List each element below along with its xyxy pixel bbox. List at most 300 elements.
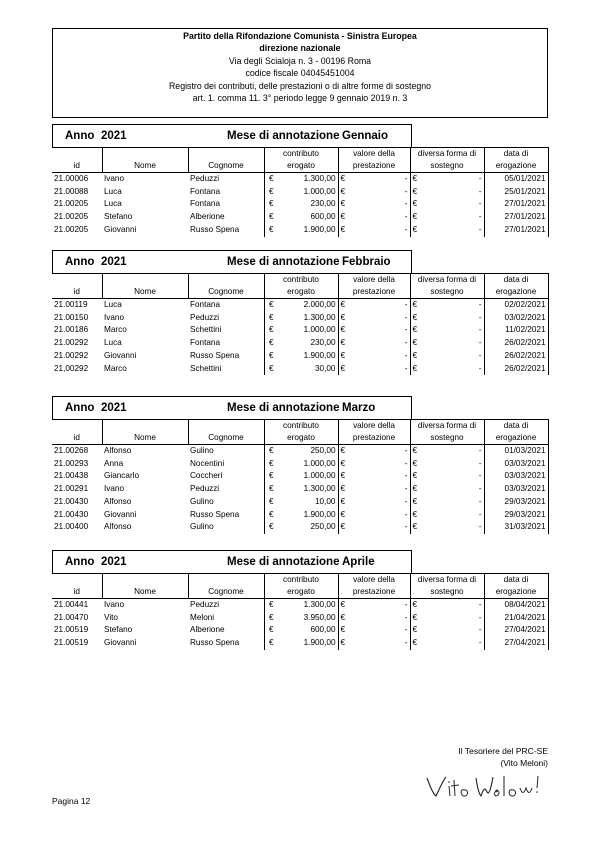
- col-cognome: Cognome: [188, 160, 264, 173]
- register-title: Registro dei contributi, delle prestazioni o di altre forme di sostegno: [168, 80, 432, 91]
- currency-symbol: €: [338, 312, 352, 325]
- row-nome: Luca: [104, 338, 122, 348]
- page-number: Pagina 12: [52, 796, 91, 806]
- row-data: 25/01/2021: [484, 186, 548, 199]
- currency-symbol: €: [264, 458, 278, 471]
- row-valore: -: [404, 300, 408, 309]
- currency-symbol: €: [338, 337, 352, 350]
- row-valore: -: [404, 600, 408, 609]
- currency-symbol: €: [264, 324, 278, 337]
- col-valore: valore della: [338, 274, 410, 287]
- row-nome: Ivano: [104, 312, 125, 322]
- table-row: [52, 211, 548, 224]
- table-row: [52, 312, 548, 325]
- row-importo: 250,00: [310, 522, 336, 532]
- row-data: 03/03/2021: [484, 470, 548, 483]
- row-valore: -: [404, 458, 408, 468]
- row-valore: -: [404, 174, 408, 183]
- table-header-row: [52, 160, 548, 173]
- law-reference: art. 1. comma 11. 3° periodo legge 9 gennaio 2019 n. 3: [192, 93, 408, 104]
- year-label: Anno: [65, 556, 95, 568]
- col-contributo: contributo: [264, 574, 338, 587]
- col-contributo-2: erogato: [264, 586, 338, 599]
- row-nome: Marco: [104, 363, 127, 373]
- row-id: 21.00292: [54, 350, 89, 360]
- col-data-2: erogazione: [484, 286, 548, 299]
- table-row: [52, 470, 548, 483]
- currency-symbol: €: [338, 363, 352, 376]
- currency-symbol: €: [410, 198, 424, 211]
- currency-symbol: €: [410, 350, 424, 363]
- row-id: 21.00119: [54, 300, 88, 309]
- col-valore-2: prestazione: [338, 286, 410, 299]
- row-valore: -: [404, 224, 408, 234]
- row-diversa: -: [478, 363, 482, 373]
- currency-symbol: €: [338, 521, 352, 534]
- row-valore: -: [404, 325, 408, 335]
- col-diversa-2: sostegno: [410, 160, 484, 173]
- row-data: 27/01/2021: [484, 211, 548, 224]
- row-data: 26/02/2021: [484, 350, 548, 363]
- currency-symbol: €: [410, 637, 424, 650]
- col-valore: valore della: [338, 574, 410, 587]
- table-header-row: [52, 586, 548, 599]
- col-valore: valore della: [338, 420, 410, 433]
- row-cognome: Russo Spena: [190, 509, 240, 519]
- row-diversa: -: [478, 509, 482, 519]
- table-row: [52, 224, 548, 237]
- contributions-table: [52, 273, 549, 375]
- col-valore-2: prestazione: [338, 432, 410, 445]
- col-diversa-2: sostegno: [410, 286, 484, 299]
- col-nome: Nome: [102, 160, 188, 173]
- month-name: Febbraio: [342, 256, 391, 268]
- row-valore: -: [404, 496, 408, 506]
- table-header-row: [52, 148, 548, 161]
- currency-symbol: €: [410, 312, 424, 325]
- currency-symbol: €: [338, 224, 352, 237]
- currency-symbol: €: [410, 470, 424, 483]
- currency-symbol: €: [338, 483, 352, 496]
- row-id: 21.00186: [54, 325, 89, 335]
- year-label: Anno: [65, 402, 95, 414]
- year-value: 2021: [101, 402, 127, 414]
- row-valore: -: [404, 522, 408, 532]
- row-nome: Luca: [104, 199, 122, 209]
- row-importo: 600,00: [310, 625, 336, 635]
- currency-symbol: €: [338, 211, 352, 224]
- col-data-2: erogazione: [484, 160, 548, 173]
- row-data: 26/02/2021: [484, 337, 548, 350]
- table-row: [52, 337, 548, 350]
- month-section: [52, 124, 548, 237]
- row-diversa: -: [478, 212, 482, 222]
- currency-symbol: €: [264, 470, 278, 483]
- col-id: id: [52, 286, 102, 299]
- currency-symbol: €: [338, 599, 352, 612]
- col-data-2: erogazione: [484, 432, 548, 445]
- row-cognome: Russo Spena: [190, 224, 240, 234]
- table-row: [52, 299, 548, 312]
- currency-symbol: €: [410, 599, 424, 612]
- currency-symbol: €: [338, 612, 352, 625]
- col-contributo: contributo: [264, 420, 338, 433]
- row-diversa: -: [478, 484, 482, 494]
- row-cognome: Alberione: [190, 212, 225, 222]
- row-nome: Luca: [104, 300, 122, 309]
- col-id: id: [52, 432, 102, 445]
- row-data: 27/01/2021: [484, 224, 548, 237]
- row-nome: Stefano: [104, 625, 133, 635]
- currency-symbol: €: [264, 612, 278, 625]
- row-nome: Giancarlo: [104, 471, 140, 481]
- row-valore: -: [404, 471, 408, 481]
- row-importo: 1.000,00: [303, 458, 336, 468]
- col-data: data di: [484, 274, 548, 287]
- row-diversa: -: [478, 522, 482, 532]
- row-cognome: Nocentini: [190, 458, 225, 468]
- currency-symbol: €: [410, 509, 424, 522]
- row-id: 21.00430: [54, 496, 89, 506]
- col-cognome: Cognome: [188, 286, 264, 299]
- row-importo: 230,00: [310, 338, 336, 348]
- col-data: data di: [484, 148, 548, 161]
- currency-symbol: €: [410, 324, 424, 337]
- row-diversa: -: [478, 325, 482, 335]
- contributions-table: [52, 147, 549, 237]
- table-header-row: [52, 420, 548, 433]
- row-nome: Marco: [104, 325, 127, 335]
- row-valore: -: [404, 484, 408, 494]
- currency-symbol: €: [410, 624, 424, 637]
- month-title-bar: [52, 550, 412, 573]
- row-data: 27/04/2021: [484, 637, 548, 650]
- row-cognome: Coccheri: [190, 471, 223, 481]
- row-data: 27/01/2021: [484, 198, 548, 211]
- currency-symbol: €: [338, 458, 352, 471]
- currency-symbol: €: [264, 211, 278, 224]
- currency-symbol: €: [338, 186, 352, 199]
- currency-symbol: €: [264, 624, 278, 637]
- currency-symbol: €: [264, 224, 278, 237]
- row-nome: Ivano: [104, 484, 125, 494]
- currency-symbol: €: [264, 198, 278, 211]
- table-row: [52, 458, 548, 471]
- currency-symbol: €: [264, 496, 278, 509]
- row-diversa: -: [478, 300, 482, 309]
- month-name: Marzo: [342, 402, 376, 414]
- row-cognome: Gulino: [190, 446, 214, 455]
- month-title-bar: [52, 396, 412, 419]
- row-id: 21.00519: [54, 638, 89, 648]
- row-diversa: -: [478, 174, 482, 183]
- handwritten-signature: [424, 772, 544, 802]
- currency-symbol: €: [338, 324, 352, 337]
- currency-symbol: €: [338, 198, 352, 211]
- table-row: [52, 509, 548, 522]
- year-value: 2021: [101, 130, 127, 142]
- row-cognome: Peduzzi: [190, 312, 220, 322]
- address: Via degli Scialoja n. 3 - 00196 Roma: [228, 55, 372, 66]
- row-diversa: -: [478, 638, 482, 648]
- table-row: [52, 483, 548, 496]
- row-cognome: Fontana: [190, 199, 221, 209]
- currency-symbol: €: [264, 599, 278, 612]
- row-id: 21.00293: [54, 458, 89, 468]
- month-name: Aprile: [342, 556, 375, 568]
- row-data: 21/04/2021: [484, 612, 548, 625]
- row-diversa: -: [478, 338, 482, 348]
- row-data: 26/02/2021: [484, 363, 548, 376]
- row-importo: 1.900,00: [303, 350, 336, 360]
- contributions-table: [52, 419, 549, 534]
- table-header-row: [52, 274, 548, 287]
- table-header-row: [52, 574, 548, 587]
- row-diversa: -: [478, 446, 482, 455]
- row-valore: -: [404, 338, 408, 348]
- col-valore: valore della: [338, 148, 410, 161]
- row-data: 08/04/2021: [484, 599, 548, 612]
- currency-symbol: €: [338, 624, 352, 637]
- table-row: [52, 624, 548, 637]
- row-cognome: Fontana: [190, 338, 221, 348]
- month-section: [52, 250, 548, 375]
- month-name: Gennaio: [342, 130, 389, 142]
- table-row: [52, 521, 548, 534]
- row-valore: -: [404, 612, 408, 622]
- row-data: 31/03/2021: [484, 521, 548, 534]
- row-importo: 1.900,00: [303, 509, 336, 519]
- row-importo: 2.000,00: [303, 300, 336, 309]
- row-diversa: -: [478, 625, 482, 635]
- row-cognome: Peduzzi: [190, 600, 220, 609]
- row-valore: -: [404, 625, 408, 635]
- col-contributo-2: erogato: [264, 286, 338, 299]
- month-label: Mese di annotazione: [227, 556, 340, 568]
- currency-symbol: €: [264, 173, 278, 186]
- row-id: 21.00519: [54, 625, 89, 635]
- treasurer-role: Il Tesoriere del PRC-SE: [458, 746, 548, 756]
- row-importo: 3.950,00: [303, 612, 336, 622]
- row-id: 21.00430: [54, 509, 89, 519]
- table-row: [52, 599, 548, 612]
- currency-symbol: €: [410, 363, 424, 376]
- currency-symbol: €: [338, 637, 352, 650]
- row-cognome: Peduzzi: [190, 484, 220, 494]
- currency-symbol: €: [410, 612, 424, 625]
- row-valore: -: [404, 199, 408, 209]
- row-diversa: -: [478, 600, 482, 609]
- row-nome: Giovanni: [104, 350, 137, 360]
- row-valore: -: [404, 509, 408, 519]
- currency-symbol: €: [410, 299, 424, 312]
- row-cognome: Gulino: [190, 522, 214, 532]
- currency-symbol: €: [410, 445, 424, 458]
- row-data: 03/03/2021: [484, 458, 548, 471]
- row-importo: 1.000,00: [303, 186, 336, 196]
- currency-symbol: €: [410, 186, 424, 199]
- month-section: [52, 550, 548, 650]
- currency-symbol: €: [410, 496, 424, 509]
- row-diversa: -: [478, 496, 482, 506]
- row-diversa: -: [478, 458, 482, 468]
- table-row: [52, 173, 548, 186]
- row-id: 21.00268: [54, 446, 89, 455]
- currency-symbol: €: [338, 496, 352, 509]
- row-id: 21.00205: [54, 199, 89, 209]
- currency-symbol: €: [410, 224, 424, 237]
- row-cognome: Schettini: [190, 363, 222, 373]
- row-valore: -: [404, 312, 408, 322]
- col-data: data di: [484, 420, 548, 433]
- row-importo: 10,00: [315, 496, 336, 506]
- table-header-row: [52, 286, 548, 299]
- row-valore: -: [404, 638, 408, 648]
- row-importo: 1.000,00: [303, 325, 336, 335]
- col-nome: Nome: [102, 286, 188, 299]
- currency-symbol: €: [338, 173, 352, 186]
- table-row: [52, 324, 548, 337]
- row-id: 21.00292: [54, 338, 89, 348]
- currency-symbol: €: [264, 186, 278, 199]
- month-title-bar: [52, 250, 412, 273]
- row-id: 21.00441: [54, 600, 89, 609]
- table-row: [52, 350, 548, 363]
- row-nome: Giovanni: [104, 224, 137, 234]
- row-cognome: Russo Spena: [190, 638, 240, 648]
- row-data: 27/04/2021: [484, 624, 548, 637]
- currency-symbol: €: [410, 483, 424, 496]
- year-label: Anno: [65, 130, 95, 142]
- row-cognome: Russo Spena: [190, 350, 240, 360]
- document-header: [52, 28, 548, 118]
- row-id: 21.00400: [54, 522, 89, 532]
- month-title-bar: [52, 124, 412, 147]
- col-diversa: diversa forma di: [410, 274, 484, 287]
- row-importo: 230,00: [310, 199, 336, 209]
- row-importo: 600,00: [310, 212, 336, 222]
- row-importo: 1.300,00: [303, 174, 336, 183]
- col-valore-2: prestazione: [338, 586, 410, 599]
- row-nome: Giovanni: [104, 638, 137, 648]
- col-contributo-2: erogato: [264, 160, 338, 173]
- currency-symbol: €: [264, 483, 278, 496]
- row-diversa: -: [478, 199, 482, 209]
- col-diversa: diversa forma di: [410, 148, 484, 161]
- currency-symbol: €: [264, 299, 278, 312]
- row-diversa: -: [478, 471, 482, 481]
- row-cognome: Alberione: [190, 625, 225, 635]
- tax-code: codice fiscale 04045451004: [245, 68, 355, 79]
- table-row: [52, 198, 548, 211]
- row-cognome: Fontana: [190, 186, 221, 196]
- col-contributo: contributo: [264, 148, 338, 161]
- row-diversa: -: [478, 224, 482, 234]
- row-data: 02/02/2021: [484, 299, 548, 312]
- row-nome: Alfonso: [104, 496, 132, 506]
- row-nome: Stefano: [104, 212, 133, 222]
- year-label: Anno: [65, 256, 95, 268]
- row-importo: 1.900,00: [303, 224, 336, 234]
- row-id: 21.00150: [54, 312, 89, 322]
- row-id: 21.00205: [54, 212, 89, 222]
- month-section: [52, 396, 548, 534]
- row-importo: 250,00: [310, 446, 336, 455]
- treasurer-name: (Vito Meloni): [500, 758, 548, 768]
- row-id: 21.00470: [54, 612, 89, 622]
- currency-symbol: €: [338, 509, 352, 522]
- currency-symbol: €: [410, 211, 424, 224]
- row-diversa: -: [478, 612, 482, 622]
- row-cognome: Schettini: [190, 325, 222, 335]
- col-valore-2: prestazione: [338, 160, 410, 173]
- row-importo: 30,00: [315, 363, 336, 373]
- month-label: Mese di annotazione: [227, 130, 340, 142]
- col-diversa-2: sostegno: [410, 586, 484, 599]
- col-data: data di: [484, 574, 548, 587]
- row-valore: -: [404, 446, 408, 455]
- table-row: [52, 612, 548, 625]
- row-id: 21.00006: [54, 174, 89, 183]
- currency-symbol: €: [264, 521, 278, 534]
- row-data: 01/03/2021: [484, 445, 548, 458]
- row-data: 03/02/2021: [484, 312, 548, 325]
- currency-symbol: €: [338, 350, 352, 363]
- year-value: 2021: [101, 256, 127, 268]
- row-importo: 1.000,00: [303, 471, 336, 481]
- row-cognome: Gulino: [190, 496, 214, 506]
- table-row: [52, 186, 548, 199]
- row-id: 21.00088: [54, 186, 89, 196]
- currency-symbol: €: [338, 470, 352, 483]
- signature-block: [458, 745, 548, 769]
- table-row: [52, 363, 548, 376]
- currency-symbol: €: [410, 173, 424, 186]
- col-nome: Nome: [102, 432, 188, 445]
- row-nome: Giovanni: [104, 509, 137, 519]
- currency-symbol: €: [264, 337, 278, 350]
- currency-symbol: €: [264, 350, 278, 363]
- row-id: 21.00438: [54, 471, 89, 481]
- row-valore: -: [404, 186, 408, 196]
- row-importo: 1.900,00: [303, 638, 336, 648]
- row-valore: -: [404, 350, 408, 360]
- row-cognome: Meloni: [190, 612, 215, 622]
- row-nome: Alfonso: [104, 522, 132, 532]
- row-diversa: -: [478, 312, 482, 322]
- currency-symbol: €: [264, 509, 278, 522]
- row-cognome: Fontana: [190, 300, 221, 309]
- row-importo: 1.300,00: [303, 312, 336, 322]
- col-cognome: Cognome: [188, 432, 264, 445]
- col-nome: Nome: [102, 586, 188, 599]
- row-data: 05/01/2021: [484, 173, 548, 186]
- currency-symbol: €: [410, 337, 424, 350]
- direction-name: direzione nazionale: [259, 43, 341, 54]
- row-valore: -: [404, 363, 408, 373]
- row-data: 03/03/2021: [484, 483, 548, 496]
- year-value: 2021: [101, 556, 127, 568]
- col-id: id: [52, 160, 102, 173]
- row-diversa: -: [478, 350, 482, 360]
- col-id: id: [52, 586, 102, 599]
- row-importo: 1.300,00: [303, 600, 336, 609]
- row-id: 21.00291: [54, 484, 89, 494]
- row-nome: Vito: [104, 612, 118, 622]
- row-nome: Ivano: [104, 600, 125, 609]
- row-diversa: -: [478, 186, 482, 196]
- row-data: 11/02/2021: [484, 324, 548, 337]
